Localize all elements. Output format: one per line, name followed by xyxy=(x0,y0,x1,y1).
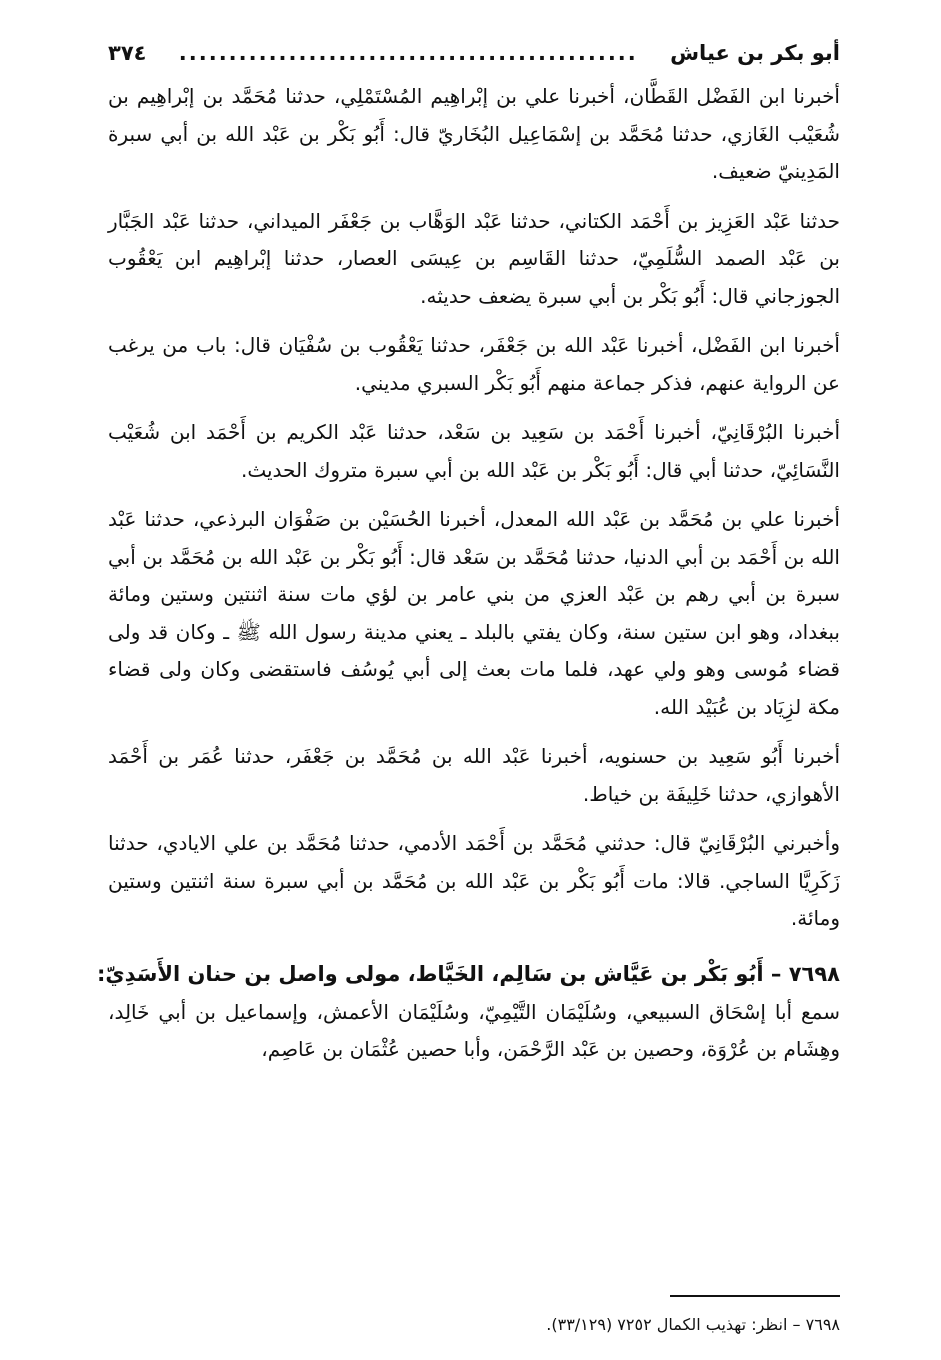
footnote: ٧٦٩٨ – انظر: تهذيب الكمال ٧٢٥٢ (٣٣/١٢٩). xyxy=(546,1315,840,1334)
footnote-divider xyxy=(670,1295,840,1297)
entry-text: سمع أبا إسْحَاق السبيعي، وسُلَيْمَان التَّيْمِيّ، وسُلَيْمَان الأعمش، وإسماعيل بن أبي خَالِد، وهِشَام بن عُرْوَة، وحصين بن عَبْد الرَّحْمَن، وأبا حصين عُثْمَان بن عَاصِم، xyxy=(108,999,840,1061)
paragraph-3: أخبرنا ابن الفَضْل، أخبرنا عَبْد الله بن جَعْفَر، حدثنا يَعْقُوب بن سُفْيَان قال: باب من يرغب عن الرواية عنهم، فذكر جماعة منهم أَبُو بَكْر السبري مديني. xyxy=(108,333,840,395)
paragraph-6: أخبرنا أَبُو سَعِيد بن حسنويه، أخبرنا عَبْد الله بن مُحَمَّد بن جَعْفَر، حدثنا عُمَر بن أَحْمَد الأهوازي، حدثنا خَلِيفَة بن خياط. xyxy=(108,744,840,806)
paragraph-7: وأخبرني البُرْقَانِيّ قال: حدثني مُحَمَّد بن أَحْمَد الأدمي، حدثنا مُحَمَّد بن علي الايادي، حدثنا زَكَرِيَّا الساجي. قالا: مات أَبُو بَكْر بن عَبْد الله بن مُحَمَّد بن أبي سبرة سنة اثنتين وستين ومائة. xyxy=(108,831,840,930)
running-title: أبو بكر بن عياش xyxy=(670,41,840,65)
book-page xyxy=(96,30,840,1334)
paragraph-4: أخبرنا البُرْقَانِيّ، أخبرنا أَحْمَد بن سَعِيد بن سَعْد، حدثنا عَبْد الكريم بن أَحْمَد ابن شُعَيْب النَّسَائِيّ، حدثنا أبي قال: أَبُو بَكْر بن عَبْد الله بن أبي سبرة متروك الحديث. xyxy=(108,420,840,482)
page-number: ٣٧٤ xyxy=(108,41,147,65)
entry-heading: ٧٦٩٨ – أَبُو بَكْر بن عَيَّاش بن سَالِم، الخَيَّاط، مولى واصل بن حنان الأَسَدِيّ: xyxy=(96,961,840,986)
paragraph-2: حدثنا عَبْد العَزِيز بن أَحْمَد الكتاني، حدثنا عَبْد الوَهَّاب بن جَعْفَر الميداني، حدثنا عَبْد الجَبَّار بن عَبْد الصمد السُّلَمِيّ، حدثنا القَاسِم بن عِيسَى العصار، حدثنا إبْراهِيم ابن يَعْقُوب الجوزجاني قال: أَبُو بَكْر بن أبي سبرة يضعف حديثه. xyxy=(108,208,840,308)
paragraph-5: أخبرنا علي بن مُحَمَّد بن عَبْد الله المعدل، أخبرنا الحُسَيْن بن صَفْوَان البرذعي، حدثنا عَبْد الله بن أَحْمَد بن أبي الدنيا، حدثنا مُحَمَّد بن سَعْد قال: أَبُو بَكْر بن عَبْد الله بن مُحَمَّد بن أبي سبرة بن أبي رهم بن عَبْد العزي من بني عامر بن لؤي مات سنة اثنتين وستين ومائة ببغداد، وهو ابن ستين سنة، وكان يفتي بالبلد ـ يعني مدينة رسول الله ﷺ ـ وكان قد ولى قضاء مُوسى وهو ولي عهد، فلما مات بعث إلى أبي يُوسُف فاستقضى وكان ولى قضاء مكة لزِيَاد بن عُبَيْد الله. xyxy=(108,507,840,719)
header-leader-dots: .............................................. xyxy=(178,41,638,65)
paragraph-1: أخبرنا ابن الفَضْل القَطَّان، أخبرنا علي بن إبْراهِيم المُسْتَمْلِي، حدثنا مُحَمَّد بن إبْراهِيم بن شُعَيْب الغَازي، حدثنا مُحَمَّد بن إسْمَاعِيل البُخَاريّ قال: أَبُو بَكْر بن عَبْد الله بن أبي سبرة المَدِينيّ ضعيف. xyxy=(108,84,840,183)
page-header xyxy=(108,30,840,76)
